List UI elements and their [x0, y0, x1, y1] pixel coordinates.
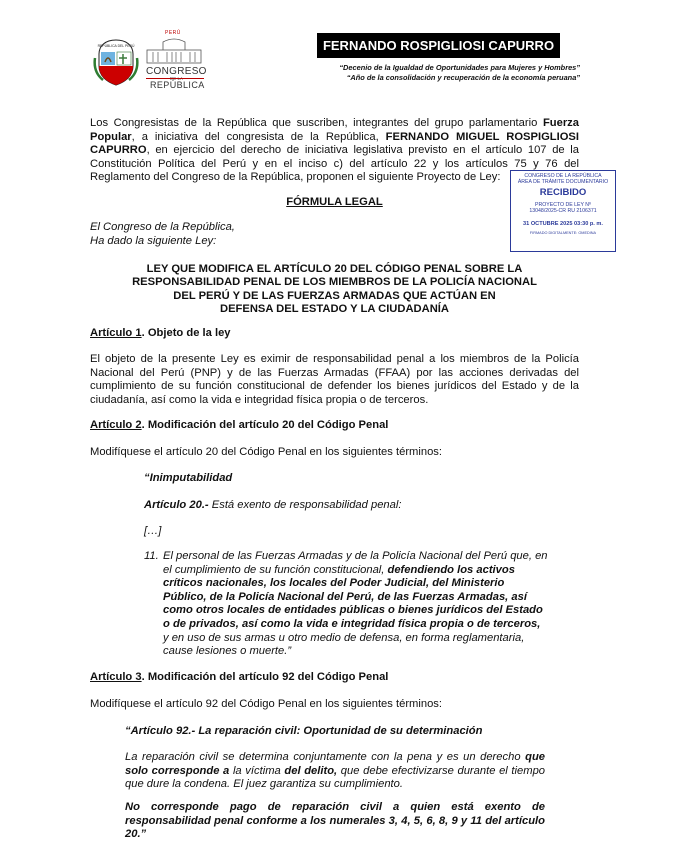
peru-coat-of-arms-icon [93, 36, 139, 88]
stamp-firma: FIRMADO DIGITALMENTE: OMEDINA [529, 231, 597, 236]
article-2-heading [90, 419, 388, 431]
article-2-label: Artículo 2 [90, 419, 142, 431]
article-3-intro: Modifíquese el artículo 92 del Código Penal en los siguientes términos: [90, 698, 442, 710]
article-20-label: Artículo 20.- [144, 499, 209, 511]
inimputabilidad-heading: “Inimputabilidad [144, 472, 233, 484]
article-92-paragraph-1 [125, 751, 545, 792]
intro-text-1: Los Congresistas de la República que suscriben, integrantes del grupo parlamentario [90, 117, 543, 129]
art92-p1-c: la víctima [229, 764, 285, 777]
stamp-fecha: 31 OCTUBRE 2025 03:30 p. m. [523, 220, 603, 227]
article-92-heading: “Artículo 92.- La reparación civil: Oportunidad de su determinación [125, 725, 483, 737]
decenio-header [280, 63, 580, 83]
intro-congressman: FERNANDO MIGUEL ROSPIGLIOSI CAPURRO [90, 130, 579, 157]
item-11-bold: defendiendo los activos críticos nacionales, los locales del Poder Judicial, del Ministerio Público, de la Policía Nacional del Perú, de las Fuerzas Armadas, así como otros locales de entidades públicas o bienes jurídicos del Estado o de privados, así como la vida e integridad física propia o de terceros, [163, 563, 543, 630]
congress-palace-icon [145, 38, 203, 64]
decenio-line-2: “Año de la consolidación y recuperación de la economía peruana” [346, 73, 580, 82]
item-11-text [163, 550, 548, 659]
article-2-title: . Modificación del artículo 20 del Código Penal [141, 419, 389, 431]
intro-text-2: , a iniciativa del congresista de la República, [131, 130, 386, 143]
enacting-clause [90, 221, 235, 248]
intro-paragraph [90, 117, 579, 185]
article-3-heading [90, 671, 388, 683]
article-3-label: Artículo 3 [90, 671, 142, 683]
art92-p1-a: La reparación civil se determina conjuntamente con la pena y es un derecho [125, 751, 526, 763]
intro-text-3: , en ejercicio del derecho de iniciativa legislativa previsto en el artículo 107 de la Constitución Política del Perú y en el inciso c) del artículo 22 y los artículos 75 y 76 del Reglamento del Congreso de la República, proponen el siguiente Proyecto de Ley: [90, 144, 579, 184]
stamp-proyecto: PROYECTO DE LEY Nº [535, 201, 591, 208]
art92-p1-d: del delito, [284, 764, 338, 777]
art92-p1-e: que debe efectivizarse durante el tiempo que dure la condena. El juez garantiza su cumplimiento. [125, 764, 546, 791]
article-1-heading [90, 327, 231, 339]
item-11-part-3: y en uso de sus armas u otro medio de defensa, en forma reglamentaria, cause lesiones o muerte.” [163, 631, 525, 658]
article-1-label: Artículo 1 [90, 327, 142, 339]
article-1-text: El objeto de la presente Ley es eximir de responsabilidad penal a los miembros de la Policía Nacional del Perú (PNP) y de las Fuerzas Armadas (FFAA) por las acciones derivadas del cumplimiento de su función constitucional de defender los bienes jurídicos del Estado y de la ciudadanía, así como la vida e integridad física propia o de terceros. [90, 353, 579, 406]
stamp-line-1: CONGRESO DE LA REPÚBLICA [524, 173, 602, 179]
enacting-line-1: El Congreso de la República, [90, 221, 235, 233]
law-title-line: LEY QUE MODIFICA EL ARTÍCULO 20 DEL CÓDIGO PENAL SOBRE LA [146, 263, 523, 275]
shield-text: REPÚBLICA DEL PERÚ [97, 44, 135, 48]
law-title-line: RESPONSABILIDAD PENAL DE LOS MIEMBROS DE LA POLICÍA NACIONAL [132, 276, 537, 289]
stamp-recibido: RECIBIDO [539, 186, 587, 198]
logo-congreso-text: CONGRESO [146, 66, 207, 77]
intro-party: Fuerza Popular [90, 117, 579, 143]
law-title-line: DEFENSA DEL ESTADO Y LA CIUDADANÍA [220, 303, 449, 316]
ellipsis: […] [144, 525, 162, 537]
logo-peru-text: PERÚ [165, 30, 181, 36]
article-92-paragraph-2: No corresponde pago de reparación civil a quien está exento de responsabilidad penal conforme a los numerales 3, 4, 5, 6, 8, 9 y 11 del artículo 20.” [125, 801, 545, 841]
enacting-line-2: Ha dado la siguiente Ley: [90, 234, 217, 247]
reception-stamp [510, 170, 616, 252]
stamp-numero: 13048/2025-CR RU 2106371 [529, 208, 597, 215]
stamp-line-2: ÁREA DE TRÁMITE DOCUMENTARIO [517, 179, 609, 186]
decenio-line-1: “Decenio de la Igualdad de Oportunidades para Mujeres y Hombres” [339, 63, 580, 72]
item-11-part-1: El personal de las Fuerzas Armadas y de la Policía Nacional del Perú que, en el cumplimiento de su función constitucional, [163, 550, 548, 576]
article-20-line [144, 499, 401, 513]
article-20-text: Está exento de responsabilidad penal: [208, 499, 402, 511]
article-1-title: . Objeto de la ley [141, 327, 231, 339]
art92-p1-b: que solo corresponde a [125, 751, 545, 777]
logo-republica-text: REPÚBLICA [150, 80, 205, 90]
law-title [90, 263, 579, 317]
formula-legal-heading: FÓRMULA LEGAL [286, 196, 383, 208]
article-3-title: . Modificación del artículo 92 del Código Penal [141, 671, 389, 683]
article-2-intro: Modifíquese el artículo 20 del Código Penal en los siguientes términos: [90, 446, 442, 458]
law-title-line: DEL PERÚ Y DE LAS FUERZAS ARMADAS QUE ACTÚAN EN [173, 289, 496, 302]
item-11-number: 11. [144, 550, 159, 562]
congressman-name-banner: FERNANDO ROSPIGLIOSI CAPURRO [317, 33, 560, 58]
logo-divider [146, 78, 204, 79]
